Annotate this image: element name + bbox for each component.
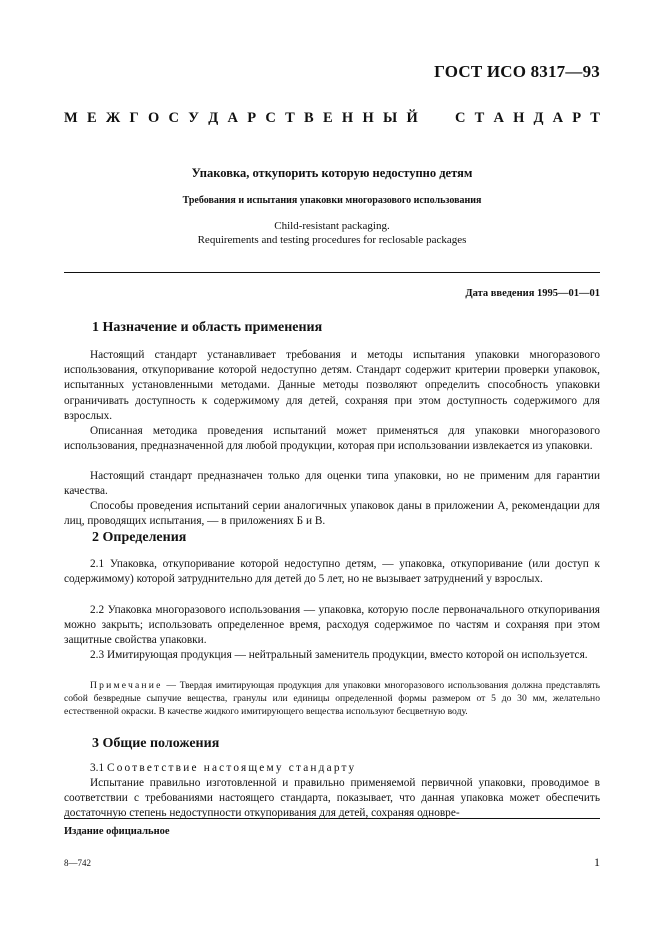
note-text: — Твердая имитирующая продукция для упаковки многоразового использования должна представлять собой безвредные сыпучие вещества, гранулы или единицы определенной формы размером от 5 до 30 мм, желательно естественной окраски. В качестве жидкого имитирующего вещества используют бесцветную воду. <box>64 680 600 718</box>
banner-letter: Т <box>474 110 485 126</box>
document-subtitle: Требования и испытания упаковки многоразового использования <box>182 195 482 206</box>
banner-letter: А <box>227 110 238 126</box>
banner-word-interstate <box>64 110 418 127</box>
banner-letter: С <box>168 110 180 126</box>
banner-letter: Т <box>285 110 295 126</box>
section-3-heading: 3 Общие положения <box>92 736 220 751</box>
section-1-paragraph-3: Настоящий стандарт предназначен только для оценки типа упаковки, но не применим для гарантии качества. <box>64 470 600 498</box>
introduction-date: Дата введения 1995—01—01 <box>465 288 600 299</box>
section-1-paragraph-1: Настоящий стандарт устанавливает требования и методы испытания упаковки многоразового использования, откупоривание которой недоступно детям. Стандарт содержит критерии проверки упаковок, испытанных установленными методами. Данные методы позволяют определить способность упаковки ограничивать доступность к содержимому для детей, сохраняя при этом доступность содержимого для взрослых. <box>64 349 600 422</box>
section-3-paragraph-1 <box>64 761 600 776</box>
banner-letter: Н <box>362 110 374 126</box>
english-title-line1: Child-resistant packaging. <box>274 220 390 232</box>
banner-letter: Н <box>513 110 525 126</box>
document-title: Упаковка, откупорить которую недоступно детям <box>191 166 473 180</box>
banner-letter: Р <box>572 110 582 126</box>
section-1-paragraph-4: Способы проведения испытаний серии аналогичных упаковок даны в приложении А, рекомендации для лиц, проводящих испытания, — в приложениях Б и В. <box>64 500 600 528</box>
banner-letter: О <box>148 110 160 126</box>
banner-letter: Т <box>590 110 600 126</box>
banner-letter: Р <box>247 110 257 126</box>
banner-letter: М <box>64 110 78 126</box>
standard-code: ГОСТ ИСО 8317—93 <box>434 62 600 81</box>
clause-title: Соответствие настоящему стандарту <box>106 762 357 774</box>
banner-letter: Д <box>208 110 219 126</box>
section-1-heading: 1 Назначение и область применения <box>92 320 323 335</box>
banner-letter: Е <box>322 110 333 126</box>
section-2-note <box>64 679 600 719</box>
banner-letter: А <box>552 110 564 126</box>
banner-letter: Д <box>533 110 544 126</box>
title-divider <box>64 272 600 273</box>
section-2-paragraph-3: 2.3 Имитирующая продукция — нейтральный заменитель продукции, вместо которой он используется. <box>90 649 588 661</box>
clause-number: 3.1 <box>90 762 107 774</box>
print-code: 8—742 <box>64 858 91 868</box>
banner-letter: А <box>493 110 504 126</box>
section-3-paragraph-2: Испытание правильно изготовленной и правильно применяемой первичной упаковки, проводимое в соответствии с требованиями настоящего стандарта, показывает, что данная упаковка может обеспечить достаточную степень недоступности откупоривания для детей, сохраняя одновре- <box>64 777 600 820</box>
banner-letter: С <box>265 110 276 126</box>
banner-letter: Ж <box>105 110 121 126</box>
banner-letter: У <box>188 110 199 126</box>
footer-divider <box>64 818 600 819</box>
section-1-paragraph-2: Описанная методика проведения испытаний может применяться для упаковки многоразового использования, предназначенной для любой продукции, которая при использовании извлекается из упаковки. <box>64 425 600 453</box>
banner-letter: С <box>455 110 466 126</box>
section-2-paragraph-2: 2.2 Упаковка многоразового использования — упаковка, которую после первоначального откупоривания можно закрыть; использовать определенное время, расходуя содержимое по частям и сохраняя при этом защитные свойства упаковки. <box>64 604 600 647</box>
note-label: Примечание <box>90 680 163 691</box>
section-2-heading: 2 Определения <box>92 530 187 545</box>
banner-word-standard <box>455 110 600 127</box>
interstate-standard-banner <box>64 110 600 127</box>
banner-letter: Г <box>129 110 139 126</box>
english-title <box>64 219 600 247</box>
banner-letter: Н <box>341 110 354 126</box>
official-edition-label: Издание официальное <box>64 826 170 837</box>
banner-letter: Й <box>406 110 418 126</box>
banner-letter: В <box>304 110 314 126</box>
page-number: 1 <box>594 855 600 869</box>
english-title-line2: Requirements and testing procedures for reclosable packages <box>197 234 467 246</box>
section-2-paragraph-1: 2.1 Упаковка, откупоривание которой недоступно детям, — упаковка, откупоривание (или доступ к содержимому) которой затруднительно для детей до 5 лет, но не вызывает затруднений у взрослых. <box>64 558 600 586</box>
banner-letter: Ы <box>383 110 398 126</box>
banner-letter: Е <box>86 110 97 126</box>
